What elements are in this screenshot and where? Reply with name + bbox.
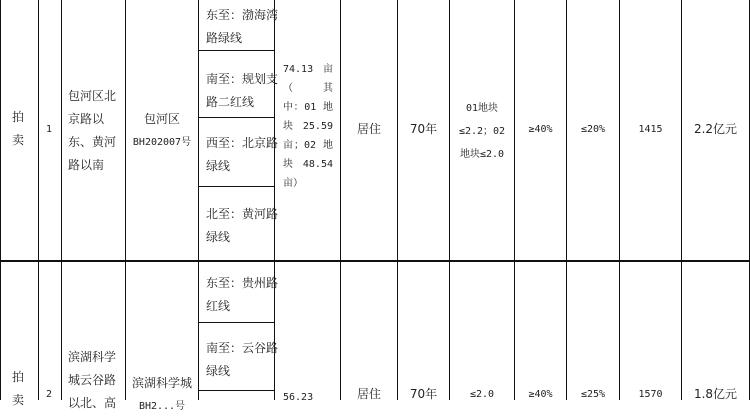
row-index-cell: 2: [46, 389, 53, 400]
column-line: [514, 0, 515, 400]
column-line: [449, 0, 450, 400]
bound-west-cell: 西至：北京路 绿线: [206, 136, 279, 173]
column-line: [38, 0, 39, 400]
column-line: [125, 0, 126, 400]
starting-price-cell: 1415: [638, 124, 663, 135]
location-cell: 滨湖科学 城云谷路 以北、高: [68, 350, 117, 410]
location-cell: 包河区北 京路以 东、黄河 路以南: [68, 89, 117, 172]
parcel-number-cell: 包河区 BH202007号: [132, 112, 192, 148]
column-line: [0, 0, 1, 400]
column-line: [681, 0, 682, 400]
term-cell: 70年: [409, 122, 438, 136]
floor-area-ratio-cell: 01地块 ≤2.2；02 地块≤2.0: [458, 103, 506, 160]
bound-north-cell: 北至：黄河路 绿线: [206, 207, 279, 244]
transfer-method-cell: 拍 卖: [12, 110, 25, 147]
parcel-number-cell: 滨湖科学城 BH2...号: [131, 376, 192, 412]
building-density-cell: ≤20%: [580, 124, 606, 135]
deposit-cell: 2.2亿元: [693, 122, 738, 136]
land-use-cell: 居住: [356, 387, 381, 401]
starting-price-cell: 1570: [638, 389, 663, 400]
term-cell: 70年: [409, 387, 438, 401]
area-cell: 74.13 亩 （ 其 中：01 地 块 25.59 亩；02 地 块 48.54 亩）: [283, 64, 333, 189]
row-index-cell: 1: [46, 124, 53, 135]
column-line: [397, 0, 398, 400]
building-density-cell: ≤25%: [580, 389, 606, 400]
bounds-divider-line: [198, 50, 274, 51]
bounds-divider-line: [198, 117, 274, 118]
green-ratio-cell: ≥40%: [528, 124, 553, 135]
column-line: [340, 0, 341, 400]
land-use-cell: 居住: [356, 122, 381, 136]
bound-east-cell: 东至：贵州路 红线: [206, 276, 279, 313]
bounds-divider-line: [198, 322, 274, 323]
area-cell: 56.23: [283, 392, 314, 403]
bound-south-cell: 南至：规划支 路二红线: [206, 72, 279, 109]
column-line: [619, 0, 620, 400]
floor-area-ratio-cell: ≤2.0: [469, 389, 495, 400]
bound-east-cell: 东至：渤海湾 路绿线: [206, 8, 279, 45]
column-line: [198, 0, 199, 400]
green-ratio-cell: ≥40%: [528, 389, 553, 400]
column-line: [61, 0, 62, 400]
bounds-divider-line: [198, 186, 274, 187]
deposit-cell: 1.8亿元: [693, 387, 738, 401]
bound-south-cell: 南至：云谷路 绿线: [206, 341, 279, 378]
row-separator-line: [0, 260, 750, 262]
bounds-divider-line: [198, 390, 274, 391]
column-line: [566, 0, 567, 400]
transfer-method-cell: 拍 卖: [12, 370, 25, 407]
